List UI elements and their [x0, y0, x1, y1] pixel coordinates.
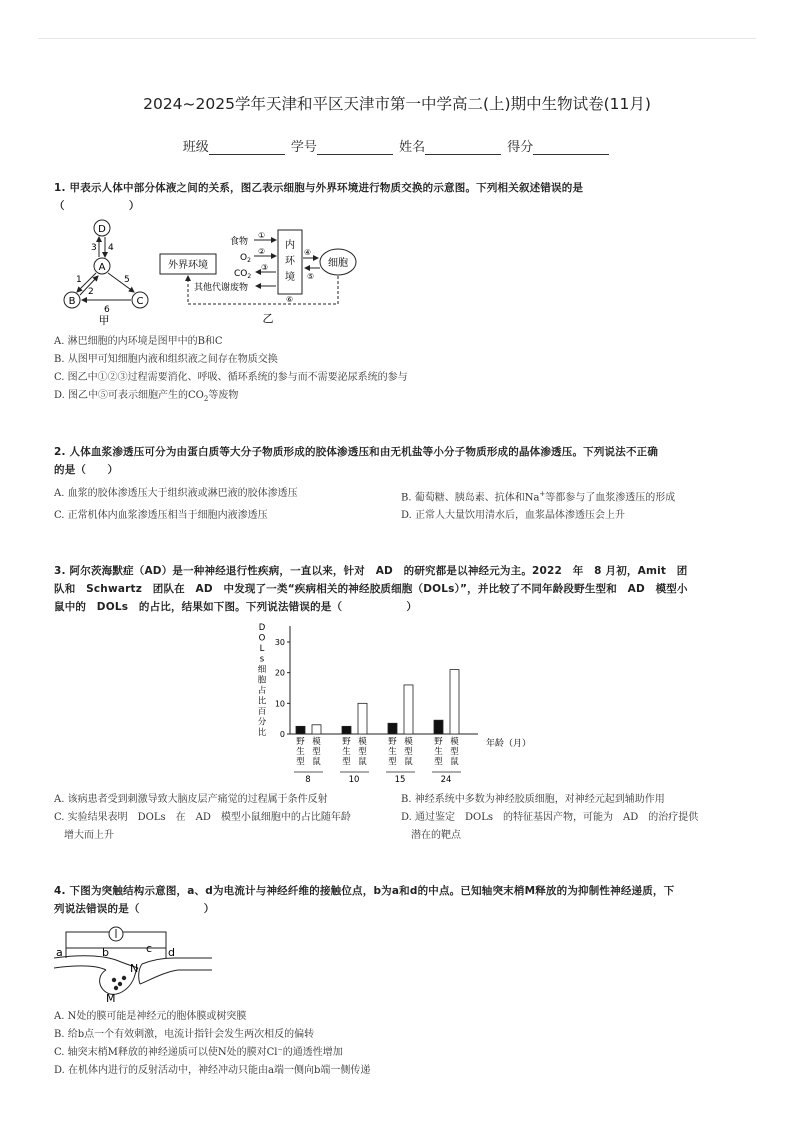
q1-stem: [54, 179, 744, 215]
num-5: ⑤: [307, 272, 315, 281]
chart-xlabel: 年龄（月）: [486, 739, 532, 749]
q2-stem: [54, 443, 744, 479]
y-ticks: [275, 638, 290, 739]
score-label: 得分: [507, 140, 534, 155]
co2-label: $CO_2$: [234, 269, 252, 280]
group-label-char: 野: [342, 737, 351, 747]
ylabel-char: D: [258, 623, 266, 633]
q3-options: [54, 791, 744, 845]
inner-env-char1: 内: [285, 240, 295, 251]
fig-jia: [64, 220, 148, 327]
dols-bar-chart: [250, 616, 550, 786]
ylabel-char: O: [258, 633, 266, 644]
group-label-char: 生: [388, 747, 397, 757]
header-rule: [38, 38, 756, 39]
bar: [296, 726, 305, 734]
group-label-char: 型: [404, 747, 413, 757]
group-label-char: 生: [296, 747, 305, 757]
x-labels: [294, 736, 461, 785]
outer-env-label: 外界环境: [168, 260, 208, 271]
q1-option-a[interactable]: A. 淋巴细胞的内环境是图甲中的B和C: [54, 336, 223, 347]
fig-yi-caption: 乙: [262, 312, 274, 325]
bar: [342, 726, 351, 734]
q1-stem-line2: （ ）: [54, 200, 140, 212]
bar: [450, 670, 459, 734]
ylabel-char: L: [259, 644, 265, 654]
cell-label: 细胞: [328, 258, 348, 269]
label-d: d: [168, 946, 175, 959]
group-label-char: 野: [296, 737, 305, 747]
q3-stem: [54, 562, 744, 616]
group-label-char: 型: [388, 757, 397, 767]
question-2: [54, 443, 744, 525]
y-tick-label: 20: [274, 668, 285, 678]
q1-option-d[interactable]: D. 图乙中⑤可表示细胞产生的$CO_2$等废物: [54, 390, 239, 403]
group-label-char: 模: [358, 737, 367, 747]
bar: [312, 725, 321, 734]
q2-stem-line2: 的是（ ）: [54, 464, 119, 476]
bar: [434, 720, 443, 734]
group-label-char: 鼠: [450, 757, 459, 767]
q4-option-a[interactable]: A. N处的膜可能是神经元的胞体膜或树突膜: [54, 1011, 247, 1022]
group-label-char: 生: [342, 747, 351, 757]
q1-figure: [54, 218, 374, 328]
ylabel-char: 占: [257, 686, 267, 696]
arrow-label-4: 4: [108, 243, 114, 253]
q3-option-c[interactable]: C. 实验结果表明 DOLs 在 AD 模型小鼠细胞中的占比随年龄 增大而上升: [54, 812, 351, 841]
label-a: a: [56, 946, 63, 959]
q4-option-c[interactable]: C. 轴突末梢M释放的神经递质可以使N处的膜对Cl⁻的通透性增加: [54, 1047, 343, 1058]
node-d-label: D: [98, 224, 106, 235]
bars: [296, 670, 459, 734]
q3-stem-line2: 队和 Schwartz 团队在 AD 中发现了一类“疾病相关的神经胶质细胞（DOLs）”，并比较了不同年龄段野生型和 AD 模型小: [54, 583, 688, 595]
class-label: 班级: [182, 140, 209, 155]
o2-label: $O_2$: [240, 253, 251, 264]
chart-ylabel: [258, 623, 267, 738]
group-label-char: 鼠: [404, 757, 413, 767]
arrow-label-3: 3: [91, 243, 97, 253]
question-4: [54, 882, 744, 918]
q2-option-d[interactable]: D. 正常人大量饮用清水后，血浆晶体渗透压会上升: [401, 510, 626, 522]
category-label: 15: [394, 775, 406, 785]
group-label-char: 野: [434, 737, 443, 747]
q3-stem-line1: 3. 阿尔茨海默症（AD）是一种神经退行性疾病，一直以来，针对 AD 的研究都是以神经元为主。2022 年 8 月初，Amit 团: [54, 565, 688, 577]
q2-options: [54, 485, 744, 525]
category-label: 10: [348, 775, 360, 785]
page-title: 2024~2025学年天津和平区天津市第一中学高二(上)期中生物试卷(11月): [143, 95, 651, 113]
label-c: c: [146, 942, 153, 955]
group-label-char: 型: [342, 757, 351, 767]
num-2: ②: [258, 247, 266, 256]
postsynaptic-top: [142, 958, 212, 964]
category-label: 24: [440, 775, 452, 785]
ylabel-char: 胞: [257, 675, 267, 686]
ylabel-char: 比: [257, 696, 267, 707]
group-label-char: 生: [434, 747, 443, 757]
q3-stem-line3: 鼠中的 DOLs 的占比，结果如下图。下列说法错误的是（ ）: [54, 601, 418, 613]
group-label-char: 鼠: [312, 757, 321, 767]
q1-options: [54, 333, 744, 408]
question-3: [54, 562, 744, 616]
group-label-char: 模: [450, 737, 459, 747]
y-tick-label: 10: [274, 699, 285, 709]
q3-option-d[interactable]: D. 通过鉴定 DOLs 的特征基因产物，可能为 AD 的治疗提供 潜在的靶点: [401, 812, 699, 841]
number-blank[interactable]: [317, 140, 393, 155]
fig-yi: [160, 230, 356, 325]
q2-option-c[interactable]: C. 正常机体内血浆渗透压相当于细胞内液渗透压: [54, 510, 268, 522]
number-label: 学号: [290, 140, 317, 155]
q4-options: [54, 1008, 744, 1080]
q4-stem-line2: 列说法错误的是（ ）: [54, 903, 215, 915]
node-a-label: A: [98, 262, 106, 273]
student-info-line: [0, 136, 794, 155]
group-label-char: 型: [358, 747, 367, 757]
q4-option-d[interactable]: D. 在机体内进行的反射活动中，神经冲动只能由a端一侧向b端一侧传递: [54, 1065, 371, 1076]
q1-stem-line1: 1. 甲表示人体中部分体液之间的关系，图乙表示细胞与外界环境进行物质交换的示意图。下列相关叙述错误的是: [54, 182, 584, 194]
group-label-char: 型: [434, 757, 443, 767]
label-n: N: [130, 962, 139, 975]
label-b: b: [102, 946, 109, 959]
postsynaptic-bottom: [140, 970, 212, 984]
y-tick-label: 30: [274, 638, 285, 647]
ylabel-char: 百: [257, 707, 267, 717]
group-label-char: 型: [312, 747, 321, 757]
label-m: M: [106, 992, 116, 1004]
group-label-char: 野: [388, 737, 397, 747]
q2-option-a[interactable]: A. 血浆的胶体渗透压大于组织液或淋巴液的胶体渗透压: [54, 488, 298, 499]
group-label-char: 鼠: [358, 757, 367, 767]
arrow-label-5: 5: [124, 275, 130, 285]
arrow-label-6: 6: [104, 305, 110, 315]
num-6: ⑥: [286, 295, 294, 304]
node-c-label: C: [136, 296, 144, 307]
q4-stem-line1: 4. 下图为突触结构示意图，a、d为电流计与神经纤维的接触位点，b为a和d的中点。已知轴突末梢M释放的为抑制性神经递质，下: [54, 885, 675, 897]
fig-jia-caption: 甲: [98, 314, 110, 327]
name-label: 姓名: [399, 140, 426, 155]
q3-options-grid: [54, 791, 744, 845]
node-b-label: B: [68, 296, 76, 307]
group-label-char: 模: [312, 737, 321, 747]
num-3: ③: [261, 263, 269, 272]
group-label-char: 型: [296, 757, 305, 767]
question-1: [54, 179, 744, 215]
bar: [358, 703, 367, 734]
class-blank[interactable]: [209, 140, 285, 155]
q2-option-b[interactable]: B. 葡萄糖、胰岛素、抗体和Na+等都参与了血浆渗透压的形成: [401, 490, 676, 504]
waste-label: 其他代谢废物: [194, 283, 249, 293]
ylabel-char: 细: [257, 665, 267, 675]
axon-bottom-membrane: [54, 966, 106, 970]
arrow-label-2: 2: [88, 287, 94, 297]
q4-synapse-figure: [54, 924, 214, 1004]
ylabel-char: 比: [257, 728, 267, 738]
q1-option-b[interactable]: B. 从图甲可知细胞内液和组织液之间存在物质交换: [54, 354, 278, 365]
q3-option-a[interactable]: A. 该病患者受到刺激导致大脑皮层产痛觉的过程属于条件反射: [54, 794, 328, 805]
ylabel-char: s: [259, 654, 265, 665]
q4-option-b[interactable]: B. 给b点一个有效刺激，电流计指针会发生两次相反的偏转: [54, 1029, 315, 1040]
q1-option-c[interactable]: C. 图乙中①②③过程需要消化、呼吸、循环系统的参与而不需要泌尿系统的参与: [54, 372, 408, 383]
q4-stem: [54, 882, 744, 918]
inner-env-char3: 境: [285, 272, 295, 283]
group-label-char: 模: [404, 737, 413, 747]
q3-option-b[interactable]: B. 神经系统中多数为神经胶质细胞，对神经元起到辅助作用: [401, 794, 665, 805]
arrow-label-1: 1: [76, 275, 82, 285]
name-blank[interactable]: [425, 140, 501, 155]
group-label-char: 型: [450, 747, 459, 757]
y-tick-label: 0: [279, 730, 285, 739]
food-label: 食物: [230, 237, 249, 247]
bar: [388, 723, 397, 734]
score-blank[interactable]: [533, 140, 609, 155]
category-label: 8: [305, 775, 311, 785]
q2-stem-line1: 2. 人体血浆渗透压可分为由蛋白质等大分子物质形成的胶体渗透压和由无机盐等小分子物质形成的晶体渗透压。下列说法不正确: [54, 446, 659, 458]
bar: [404, 685, 413, 734]
num-1: ①: [258, 231, 266, 240]
ylabel-char: 分: [257, 717, 267, 728]
num-4: ④: [304, 248, 312, 257]
inner-env-char2: 环: [285, 256, 295, 267]
